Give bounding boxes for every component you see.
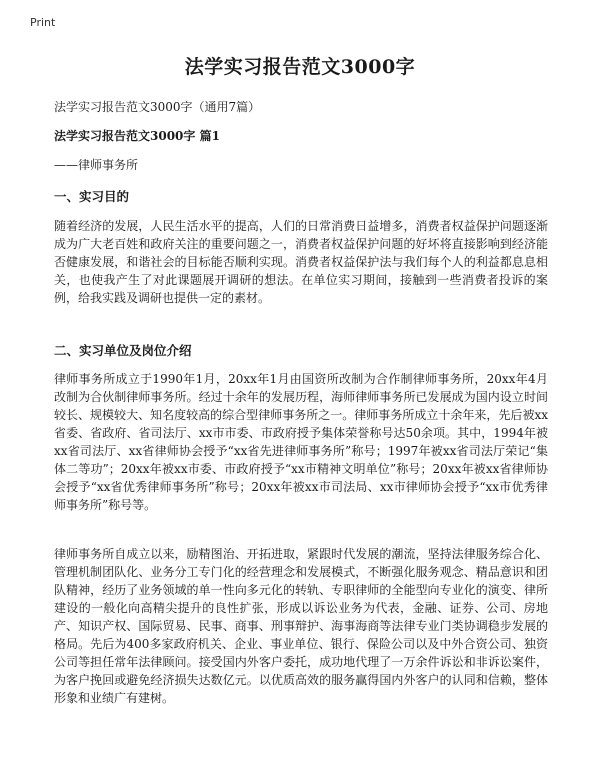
section-heading-unit-intro: 二、实习单位及岗位介绍 [54, 343, 192, 358]
paragraph: 律师事务所成立于1990年1月，20xx年1月由国资所改制为合作制律师事务所，20xx年4月改制为合伙制律师事务所。经过十余年的发展历程，海师律师事务所已发展成为国内设立时间较长、规模较大、知名度较高的综合型律师事务所之一。律师事务所成立十余年来，先后被xx省委、省政府、省司法厅、xx市市委、市政府授予集体荣誉称号达50余项。其中，1994年被xx省司法厅、xx省律师协会授予“xx省先进律师事务所”称号；1997年被xx省司法厅荣记“集体二等功”；20xx年被xx市委、市政府授予“xx市精神文明单位”称号；20xx年被xx省律师协会授予“xx省优秀律师事务所”称号；20xx年被xx市司法局、xx市律师协会授予“xx市优秀律师事务所”称号等。 [54, 372, 548, 512]
document-subtitle: 法学实习报告范文3000字（通用7篇） [54, 100, 261, 114]
byline: ——律师事务所 [54, 158, 139, 172]
paragraph: 律师事务所自成立以来，励精图治、开拓进取，紧跟时代发展的潮流，坚持法律服务综合化、管理机制团队化、业务分工专门化的经营理念和发展模式，不断强化服务观念、精品意识和团队精神，经历了业务领域的单一性向多元化的转轨、专职律师的全能型向专业化的演变、律所建设的一般化向高精尖提升的良性扩张，形成以诉讼业务为代表，金融、证券、公司、房地产、知识产权、国际贸易、民事、商事、刑事辩护、海事海商等法律专业门类协调稳步发展的格局。先后为400多家政府机关、企业、事业单位、银行、保险公司以及中外合资公司、独资公司等担任常年法律顾问。接受国内外客户委托，成功地代理了一万余件诉讼和非诉讼案件，为客户挽回或避免经济损失达数亿元。以优质高效的服务赢得国内外客户的认同和信赖，整体形象和业绩广有建树。 [54, 547, 548, 705]
paragraph: 随着经济的发展，人民生活水平的提高，人们的日常消费日益增多，消费者权益保护问题逐渐成为广大老百姓和政府关注的重要问题之一，消费者权益保护问题的好坏将直接影响到经济能否健康发展，和谐社会的目标能否顺利实现。消费者权益保护法与我们每个人的利益都息息相关，也使我产生了对此课题展开调研的想法。在单位实习期间，接触到一些消费者投诉的案例，给我实践及调研也提供一定的素材。 [54, 219, 548, 305]
section-heading-purpose: 一、实习目的 [54, 189, 130, 204]
print-label[interactable]: Print [30, 16, 56, 29]
document-title: 法学实习报告范文3000字 [184, 56, 416, 78]
article-heading: 法学实习报告范文3000字 篇1 [54, 129, 220, 143]
